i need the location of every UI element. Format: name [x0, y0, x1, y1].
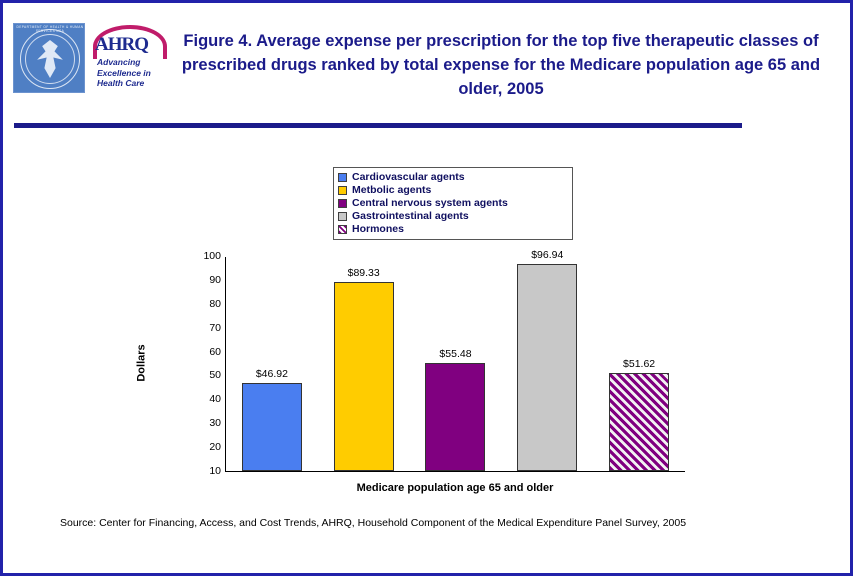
legend-item — [338, 171, 568, 184]
legend-item — [338, 197, 568, 210]
legend-item — [338, 184, 568, 197]
legend-label-cardiovascular: Cardiovascular agents — [352, 171, 465, 184]
bar-series — [226, 249, 685, 471]
bar-slot — [593, 257, 685, 471]
bar-gastrointestinal[interactable] — [517, 249, 577, 471]
y-axis-tick-label: 70 — [209, 321, 221, 334]
y-axis-tick-label: 50 — [209, 369, 221, 382]
legend-swatch-cardiovascular — [338, 173, 347, 182]
legend-swatch-metabolic — [338, 186, 347, 195]
logo-block — [13, 23, 168, 95]
legend-swatch-cns — [338, 199, 347, 208]
legend-label-metabolic: Metbolic agents — [352, 184, 432, 197]
y-axis-tick-label: 10 — [209, 465, 221, 477]
bar-value-label: $46.92 — [255, 368, 288, 381]
hhs-seal-icon — [13, 23, 85, 93]
y-axis-tick-label: 60 — [209, 345, 221, 358]
bar-value-label: $55.48 — [439, 347, 472, 360]
y-axis-tick-label: 20 — [209, 441, 221, 454]
bar-value-label: $96.94 — [531, 249, 564, 262]
title-divider — [14, 123, 742, 128]
y-axis-tick-label: 30 — [209, 417, 221, 430]
legend-swatch-hormones — [338, 225, 347, 234]
page-title: Figure 4. Average expense per prescription for the top five therapeutic classes of prescribed drugs ranked by total expense for the Medicare population age 65 and older, 2005 — [181, 32, 821, 98]
y-axis-tick-label: 80 — [209, 297, 221, 310]
y-axis-tick-label: 90 — [209, 273, 221, 286]
legend-item — [338, 210, 568, 223]
bar-hormones[interactable] — [609, 357, 669, 471]
chart-legend — [333, 167, 573, 240]
bar-slot — [318, 257, 410, 471]
bar-slot — [226, 257, 318, 471]
y-axis-tick-label: 40 — [209, 393, 221, 406]
y-axis-title-text: Dollars — [136, 344, 149, 382]
bar-cns[interactable] — [425, 347, 485, 471]
seal-text: DEPARTMENT OF HEALTH & HUMAN SERVICES USA — [16, 25, 84, 33]
bar-slot — [410, 257, 502, 471]
bar-slot — [501, 249, 593, 471]
bar-value-label: $89.33 — [347, 267, 380, 280]
legend-label-hormones: Hormones — [352, 223, 404, 236]
source-note: Source: Center for Financing, Access, and Cost Trends, AHRQ, Household Component of the Medical Expenditure Panel Survey, 2005 — [60, 517, 687, 529]
ahrq-wordmark: AHRQ — [95, 34, 148, 55]
bar-metabolic[interactable] — [334, 267, 394, 471]
ahrq-logo — [91, 23, 169, 95]
y-axis-tick-labels — [183, 249, 221, 477]
legend-swatch-gastrointestinal — [338, 212, 347, 221]
ahrq-tagline: Advancing Excellence in Health Care — [97, 57, 151, 88]
y-axis-tick-label: 100 — [203, 250, 221, 262]
legend-label-gastrointestinal: Gastrointestinal agents — [352, 210, 469, 223]
bar-value-label: $51.62 — [623, 357, 656, 370]
plot-area — [225, 249, 685, 472]
legend-item — [338, 223, 568, 236]
legend-label-cns: Central nervous system agents — [352, 197, 508, 210]
y-axis-title — [131, 303, 153, 423]
x-axis-title: Medicare population age 65 and older — [356, 482, 554, 494]
bar-cardiovascular[interactable] — [242, 368, 302, 471]
